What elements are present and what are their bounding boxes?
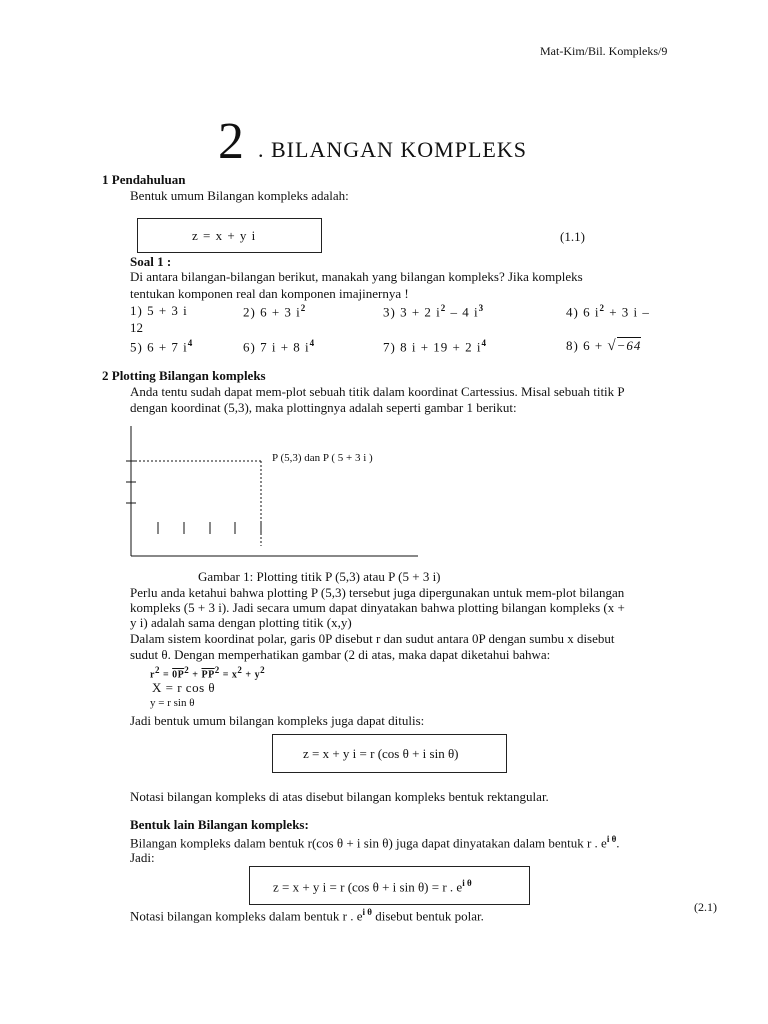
soal-text-line2: tentukan komponen real dan komponen imajinernya ! [130, 286, 409, 301]
plotting-para1-line1: Anda tentu sudah dapat mem-plot sebuah titik dalam koordinat Cartessius. Misal sebuah titik P [130, 384, 625, 399]
equation-y: y = r sin θ [150, 697, 195, 709]
formula-exponential: z = x + y i = r (cos θ + i sin θ) = r . $e^{i \theta}$ [273, 878, 472, 895]
formula-number-2-1: (2.1) [694, 900, 717, 914]
soal-item-7: 7) 8 i + 19 + 2 $i^4$ [383, 338, 487, 355]
section-heading-plotting: 2 Plotting Bilangan kompleks [102, 368, 266, 383]
plotting-para2-line3: y i) adalah sama dengan plotting titik (x,y) [130, 615, 352, 630]
bentuk-lain-line1: Bilangan kompleks dalam bentuk r(cos θ + i sin θ) juga dapat dinyatakan dalam bentuk r . $e^{i \theta}$. [130, 834, 620, 851]
plotting-para2-line1: Perlu anda ketahui bahwa plotting P (5,3) tersebut juga dipergunakan untuk mem-plot bilangan [130, 585, 625, 600]
soal-item-4: 4) 6 $i^2 + 3$ i – [566, 303, 650, 320]
equation-r-squared: $r^2 = 0P^2 + \overline{PP}^2 = x^2 + y^2$ [150, 665, 266, 681]
chapter-title: . BILANGAN KOMPLEKS [258, 137, 527, 162]
jadi-text: Jadi bentuk umum bilangan kompleks juga dapat ditulis: [130, 713, 425, 728]
chapter-number: 2 [218, 113, 244, 170]
soal-item-1: 1) 5 + 3 i [130, 303, 188, 318]
soal-title: Soal 1 : [130, 254, 172, 269]
figure-caption: Gambar 1: Plotting titik P (5,3) atau P (5 + 3 i) [198, 569, 441, 584]
plotting-para1-line2: dengan koordinat (5,3), maka plottingnya adalah seperti gambar 1 berikut: [130, 400, 517, 415]
polar-para-line1: Dalam sistem koordinat polar, garis 0P disebut r dan sudut antara 0P dengan sumbu x disebut [130, 631, 615, 646]
page-header-code: Mat-Kim/Bil. Kompleks/9 [540, 44, 668, 58]
point-label: P (5,3) dan P ( 5 + 3 i ) [272, 452, 373, 464]
intro-text: Bentuk umum Bilangan kompleks adalah: [130, 188, 349, 203]
section-heading-bentuk-lain: Bentuk lain Bilangan kompleks: [130, 817, 309, 832]
formula-number-1-1: (1.1) [560, 229, 585, 244]
formula-box-1 [137, 218, 322, 253]
formula-box-exponential [249, 866, 530, 905]
soal-item-2: 2) 6 + 3 $i^2$ [243, 303, 307, 320]
soal-text-line1: Di antara bilangan-bilangan berikut, manakah yang bilangan kompleks? Jika kompleks [130, 269, 583, 284]
bentuk-lain-line2: Jadi: [130, 850, 155, 865]
sqrt-radicand: −64 [616, 338, 642, 353]
soal-item-3: 3) 3 + 2 $i^2 - 4$ $i^3$ [383, 303, 485, 320]
formula-rect: z = x + y i [192, 228, 257, 243]
notasi-polar: Notasi bilangan kompleks dalam bentuk r . $e^{i \theta}$ disebut bentuk polar. [130, 907, 484, 924]
equation-x: X = r cos θ [152, 680, 216, 695]
polar-para-line2: sudut θ. Dengan memperhatikan gambar (2 di atas, maka dapat diketahui bahwa: [130, 647, 551, 662]
section-heading-pendahuluan: 1 Pendahuluan [102, 172, 186, 187]
plot-figure [118, 420, 428, 565]
soal-item-5: 5) 6 + 7 $i^4$ [130, 338, 194, 355]
plotting-para2-line2: kompleks (5 + 3 i). Jadi secara umum dapat dinyatakan bahwa plotting bilangan kompleks (x + [130, 600, 625, 615]
soal-item-4-wrap: 12 [130, 320, 143, 335]
soal-item-6: 6) 7 i + 8 $i^4$ [243, 338, 316, 355]
soal-item-8: 8) 6 + √−64 [566, 338, 642, 354]
formula-polar: z = x + y i = r (cos θ + i sin θ) [303, 746, 459, 761]
formula-box-polar [272, 734, 507, 773]
notasi-rektangular: Notasi bilangan kompleks di atas disebut bilangan kompleks bentuk rektangular. [130, 789, 549, 804]
